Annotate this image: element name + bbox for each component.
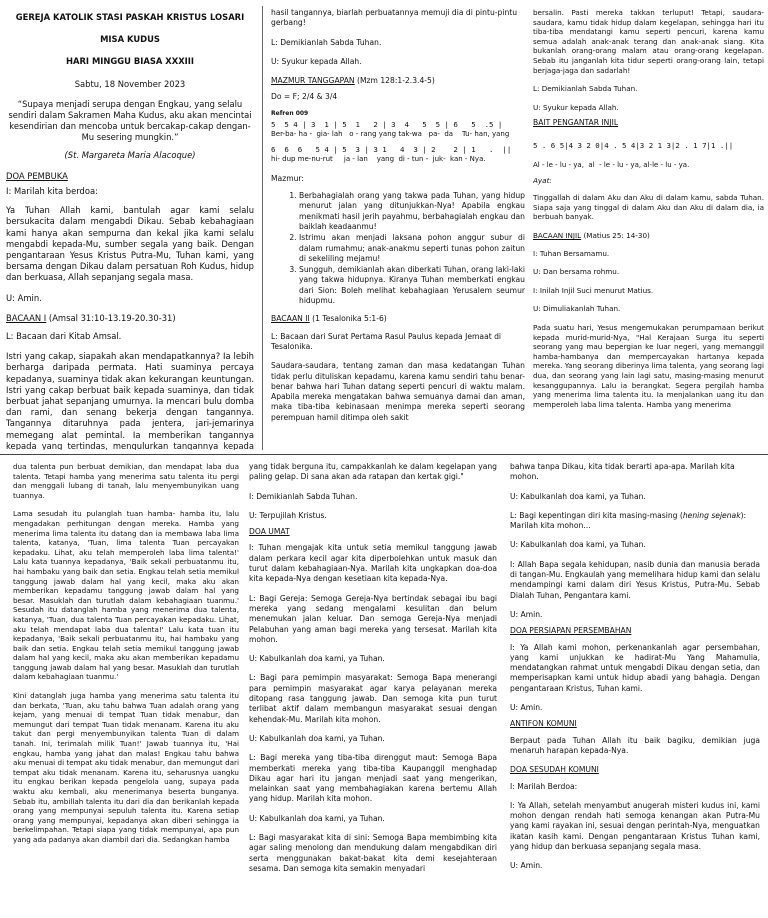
intention-pribadi [510,511,760,532]
date: Sabtu, 18 November 2023 [74,78,186,89]
injil-text: Pada suatu hari, Yesus mengemukakan perumpamaan berikut kepada murid-murid-Nya, "Hal Kerajaan Surga itu seperti seorang yang mau bepergian ke luar negeri, yang memanggil hamba-hambanya dan mempercayakan hartanya kepada mereka. Yang seorang diberinya lima talenta, yang seorang lagi dua, dan seorang yang lain lagi satu, masing-masing menurut kesanggupannya. Lalu ia berangkat. Segera pergilah hamba yang menerima lima talenta itu. Ia menjalankan uang itu dan memperoleh laba lima talenta. Hamba yang menerima [533,322,764,409]
intention-pemimpin: L: Bagi para pemimpin masyarakat: Semoga Bapa menerangi para pemimpin masyarakat agar karya pelayanan mereka ditopang rasa tanggung jawab. Dan semoga kita pun turut terlibat aktif dalam membangun masyarakat sesuai dengan kehendak-Mu. Marilah kita mohon. [249,673,497,724]
i-sabda: I: Demikianlah Sabda Tuhan. [249,491,358,501]
bacaan-2-title [271,314,525,324]
response-kabul: U: Kabulkanlah doa kami, ya Tuhan. [249,733,385,743]
bacaan-1-ref: (Amsal 31:10-13.19-20.30-31) [46,312,176,323]
amin-3: U: Amin. [510,703,543,713]
col4-para-2: Lama sesudah itu pulanglah tuan hamba- hamba itu, lalu mengadakan perhitungan dengan mereka. Hamba yang menerima lima talenta itu datang dan ia membawa laba lima talenta, katanya, 'Tuan, lima talenta Tuan percayakan kepadaku. Lihat, aku telah memperoleh laba lima talenta!' Lalu kata tuannya kepadanya, 'Baik sekali perbuatanmu itu, hai hambaku yang baik dan setia. Engkau telah setia memikul tanggung jawab dalam hal yang kecil, maka aku akan memberikan kepadamu tanggung jawab dalam hal yang besar. Masuklah dan turutlah dalam kebahagiaan tuanmu.' Sesudah itu datanglah hamba yang menerima dua talenta, katanya, 'Tuan, dua talenta Tuan percayakan kepadaku. Lihat, aku telah mendapat laba dua talenta!' Lalu kata tuan itu kepadanya, 'Baik sekali perbuatanmu itu, hai hambaku yang baik dan setia. Engkau telah setia memikul tanggung jawab dalam hal yang kecil, maka aku akan memberikan kepadamu tanggung jawab dalam hal yang besar. Masuklah dan turutlah dalam kebahagiaan tuanmu.' [13,509,239,682]
persembahan-text: I: Ya Allah kami mohon, perkenankanlah agar persembahan, yang kami unjukkan ke hadirat-Mu Yang Mahamulia, mendatangkan rahmat untuk mengabdi Dikau dengan setia, dan memperisapkan kami untuk hidup abadi yang bahagia. Dengan pengantaraan Kristus, Tuhan kami. [510,642,760,693]
antifon-komuni-text: Berpaut pada Tuhan Allah itu baik bagiku, demikian juga menaruh harapan kepada-Nya. [510,735,760,755]
sesudah-komuni-heading: DOA SESUDAH KOMUNI [510,765,599,775]
bait-lyric: Al - le - lu - ya, al - le - lu - ya, al-le - lu - ya. [533,160,690,169]
doa-pembuka-heading: DOA PEMBUKA [6,170,68,181]
bacaan-1-text: Istri yang cakap, siapakah akan mendapatkannya? Ia lebih berharga daripada permata. Hati suaminya percaya kepadanya, suaminya tidak akan kekurangan keuntungan. Istri yang cakap berbuat baik kepada suaminya, dan tidak berbuat jahat sepanjang umurnya. Ia mencari bulu domba dan rami, dan senang bekerja dengan tangannya. Tangannya ditaruhnya pada jentera, jari-jemarinya memegang alat pemintal. Ia memberikan tangannya kepada yang tertindas, mengulurkan tangannya kepada [6,351,254,450]
mass-title: MISA KUDUS [100,34,160,45]
column-divider [262,6,263,450]
intention-tiba-tiba: L: Bagi mereka yang tiba-tiba direnggut maut: Semoga Bapa memberkati mereka yang tiba-tiba Kaupanggil menghadap Dikau agar hari itu jangan menjadi saat yang mengerikan, melainkan saat yang membahagiakan karena bertemu Allah yang hidup. Marilah kita mohon. [249,753,497,804]
amin-2: U: Amin. [510,609,543,619]
mazmur-verse: 2. Istrimu akan menjadi laksana pohon anggur subur di dalam rumahmu; anak-anakmu seperti tunas pohon zaitun di sekeliling mejamu! [299,233,525,264]
refrain-label: Refren 009 [271,109,309,117]
col3-lead: bersalin. Pasti mereka takkan terluput! Tetapi, saudara-saudara, kamu tidak hidup dalam kegelapan, sehingga hari itu tiba-tiba mendatangi kamu seperti pencuri, karena kamu semua adalah anak-anak terang dan anak-anak siang. Kita bukanlah orang-orang malam atau orang-orang kegelapan. Sebab itu janganlah kita tidur seperti orang-orang lain, tetapi berjaga-jaga dan sadarlah! [533,8,764,75]
col6-lead: bahwa tanpa Dikau, kita tidak berarti apa-apa. Marilah kita mohon. [510,462,735,482]
column-3 [533,8,764,450]
bait-notes: 5 . 6 5|4 3 2 0|4 . 5 4|3 2 1 3|2 . 1 7|1 .|| [533,140,734,150]
column-2 [271,8,525,450]
quote: “Supaya menjadi serupa dengan Engkau, yang selalu sendiri dalam Sakramen Maha Kudus, aku akan mencintai kesendirian dan mencoba untuk bercakap-cakap dengan-Mu sesering mungkin.” [8,98,252,143]
refrain-notes-2: 6 6 6 5 4 | 5 3 | 3 1 4 3 | 2 2 | 1 . || [271,144,512,154]
mazmur-verse: 3. Sungguh, demikianlah akan diberkati Tuhan, orang laki-laki yang takwa hidupnya. Kiranya Tuhan memberkati engkau dari Sion: Boleh melihat kebahagiaan Yerusalem seumur hidupmu. [299,265,525,306]
intention-masyarakat: L: Bagi masyarakat kita di sini: Semoga Bapa membimbing kita agar saling menolong dan mendukung dalam mengabdikan diri serta menggunakan bakat-bakat kita demi kesejahteraan sesama. Dan semoga kita semakin menyadari [249,833,497,873]
response-kabul: U: Kabulkanlah doa kami, ya Tuhan. [510,540,646,550]
injil-title [533,231,764,241]
injil-heading: BACAAN INJIL [533,231,582,241]
i-injil: I: Inilah Injil Suci menurut Matius. [533,285,654,295]
mazmur-label: Mazmur: [271,173,304,183]
antifon-komuni-heading: ANTIFON KOMUNI [510,719,577,729]
penutup-doa-umat: I: Allah Bapa segala kehidupan, nasib dunia dan manusia berada di tangan-Mu. Engkaulah yang memelihara hidup kami dan selalu mendampingi kami dalam diri Yesus Kristus, Putra-Mu. Sebab Dialah Tuhan, Pengantara kami. [510,559,760,600]
page-divider [0,454,768,455]
response-kabul: U: Kabulkanlah doa kami, ya Tuhan. [249,654,385,664]
u-syukur-1: U: Syukur kepada Allah. [271,56,362,66]
sesudah-komuni-call: I: Marilah Berdoa: [510,781,578,791]
col2-lead: hasil tangannya, biarlah perbuatannya memuji dia di pintu-pintu gerbang! [271,8,518,28]
refrain-lyric-2: hi- dup me-nu-rut ja - lan yang di - tun - juk- kan - Nya. [271,154,486,163]
column-1 [6,12,254,450]
injil-ref: (Matius 25: 14-30) [581,231,650,241]
l-sabda-1: L: Demikianlah Sabda Tuhan. [271,37,382,47]
ayat-label: Ayat: [533,175,552,185]
column-6 [510,462,760,916]
sesudah-komuni-text: I: Ya Allah, setelah menyambut anugerah misteri kudus ini, kami mohon dengan rendah hati semoga kenangan akan Putra-Mu yang kami rayakan ini, sesuai dengan perintah-Nya, menguatkan ikatan kasih kami. Dengan pengantaraan Kristus Tuhan kami, yang hidup dan berkuasa sepanjang segala masa. [510,800,760,852]
bacaan-1-intro: L: Bacaan dari Kitab Amsal. [6,331,122,342]
u-bersama: U: Dan bersama rohmu. [533,267,620,277]
bacaan-2-text: Saudara-saudara, tentang zaman dan masa kedatangan Tuhan tidak perlu dituliskan kepadamu, karena kamu sendiri tahu benar-benar bahwa hari Tuhan datang seperti pencuri di waktu malam. Apabila mereka mengatakan bahwa semuanya damai dan aman, maka tiba-tiba kebinasaan menimpa mereka seperti seorang perempuan hamil ditimpa oleh sakit [271,361,525,422]
intention-gereja: L: Bagi Gereja: Semoga Gereja-Nya bertindak sebagai ibu bagi mereka yang sedang mengalami kesulitan dan belum menemukan jalan keluar. Dan semoga Gereja-Nya menjadi Pelabuhan yang aman bagi mereka yang tersesat. Marilah kita mohon. [249,593,497,644]
mazmur-verse: 1. Berbahagialah orang yang takwa pada Tuhan, yang hidup menurut jalan yang ditunjukkan-Nya! Apabila engkau menikmati hasil jerih payahmu, berbahagialah engkau dan baiklah keadaanmu! [299,191,525,232]
response-kabul: U: Kabulkanlah doa kami, ya Tuhan. [510,491,646,501]
col5-lead: yang tidak berguna itu, campakkanlah ke dalam kegelapan yang paling gelap. Di sana akan ada ratapan dan kertak gigi." [249,462,497,482]
pembuka-call: I: Marilah kita berdoa: [6,186,98,197]
mazmur-verses [281,191,525,306]
mazmur-key: Do = F; 2/4 & 3/4 [271,92,338,102]
intention-pribadi-a: L: Bagi kepentingan diri kita masing-masing ( [510,510,683,520]
intention-pribadi-silence: hening sejenak [682,510,741,520]
sunday-title: HARI MINGGU BIASA XXXIII [65,56,195,67]
quote-author: (St. Margareta Maria Alacoque) [64,149,196,160]
col4-para-1: dua talenta pun berbuat demikian, dan mendapat laba dua talenta. Tetapi hamba yang menerima satu talenta itu pergi dan menggali lubang di tanah, lalu menyembunyikan uang tuannya. [13,462,239,500]
doa-umat-intro: I: Tuhan mengajak kita untuk setia memikul tanggung jawab dalam perkara kecil agar kita diperbolehkan untuk masuk dan turut dalam kebahagiaan-Nya. Marilah kita ungkapkan doa-doa kita kepada-Nya dengan kesetiaan kita kepada-Nya. [249,543,497,584]
amin-4: U: Amin. [510,861,543,871]
bait-pengantar-heading: BAIT PENGANTAR INJIL [533,118,619,128]
bacaan-1-heading: BACAAN I [6,312,47,323]
u-syukur-2: U: Syukur kepada Allah. [533,102,619,112]
response-kabul: U: Kabulkanlah doa kami, ya Tuhan. [249,813,385,823]
mazmur-title [271,76,525,86]
mazmur-heading: MAZMUR TANGGAPAN [271,76,355,86]
mazmur-ref: (Mzm 128:1-2.3.4-5) [354,76,435,86]
col4-para-3: Kini datanglah juga hamba yang menerima satu talenta itu dan berkata, 'Tuan, aku tahu bahwa Tuan adalah orang yang kejam, yang menuai di tempat Tuan tidak menabur, dan memungut dari tempat Tuan tidak menanam. Karena itu aku takut dan pergi menyembunyikan talenta Tuan di dalam tanah. Ini, terimalah milik Tuan!' Jawab tuannya itu, 'Hai engkau, hamba yang jahat dan malas! Engkau tahu bahwa aku menuai di tempat aku tidak menabur, dan memungut dari tempat aku tidak menanam. Karena itu, seharusnya uangku itu engkau berikan kepada pengelola uang, supaya pada waktu aku kembali, aku menerimanya beserta bunganya. Sebab itu, ambillah talenta itu dari dia dan berikanlah kepada orang yang mempunyai sepuluh talenta itu. Karena setiap orang yang mempunyai, kepadanya akan diberi sehingga ia berkelimpahan. Tetapi siapa yang tidak mempunyai, apa pun yang ada padanya akan diambil dari dia. Sedangkan hamba [13,691,239,844]
intention-pribadi-b: ): Marilah kita mohon… [510,510,747,531]
church-title: GEREJA KATOLIK STASI PASKAH KRISTUS LOSARI [15,12,245,22]
bacaan-2-intro: L: Bacaan dari Surat Pertama Rasul Paulus kepada Jemaat di Tesalonika. [271,331,502,351]
bacaan-2-ref: (1 Tesalonika 5:1-6) [309,314,387,324]
refrain-notes-1: 5 5 4 | 3 1 | 5 1 2 | 3 4 5 5 | 6 5 .5 | [271,119,503,129]
amin-1: U: Amin. [6,292,42,303]
bacaan-1-title [6,313,254,324]
l-sabda-2: L: Demikianlah Sabda Tuhan. [533,84,638,94]
u-terpuji: U: Terpujilah Kristus. [249,510,327,520]
u-dimuliakan: U: Dimuliakanlah Tuhan. [533,304,621,314]
ayat-text: Tinggallah di dalam Aku dan Aku di dalam kamu, sabda Tuhan. Siapa saja yang tinggal di dalam Aku dan Aku di dalam dia, ia berbuah banyak. [533,193,764,222]
bacaan-2-heading: BACAAN II [271,314,310,324]
refrain-lyric-1: Ber-ba- ha - gia- lah o - rang yang tak-wa pa- da Tu- han, yang [271,129,510,138]
i-tuhan: I: Tuhan Bersamamu. [533,248,610,258]
persembahan-heading: DOA PERSIAPAN PERSEMBAHAN [510,626,632,636]
doa-umat-heading: DOA UMAT [249,527,290,537]
column-4 [13,462,239,916]
pembuka-text: Ya Tuhan Allah kami, bantulah agar kami selalu bersukacita dalam mengabdi Dikau. Sebab kebahagiaan kami hanya akan sempurna dan kekal jika kami selalu mengabdi kepada-Mu, sumber segala yang baik. Dengan pengantaraan Yesus Kristus Putra-Mu, Tuhan kami, yang bersama dengan Dikau dalam persatuan Roh Kudus, hidup dan berkuasa, Allah sepanjang segala masa. [6,205,254,283]
column-5 [249,462,497,916]
